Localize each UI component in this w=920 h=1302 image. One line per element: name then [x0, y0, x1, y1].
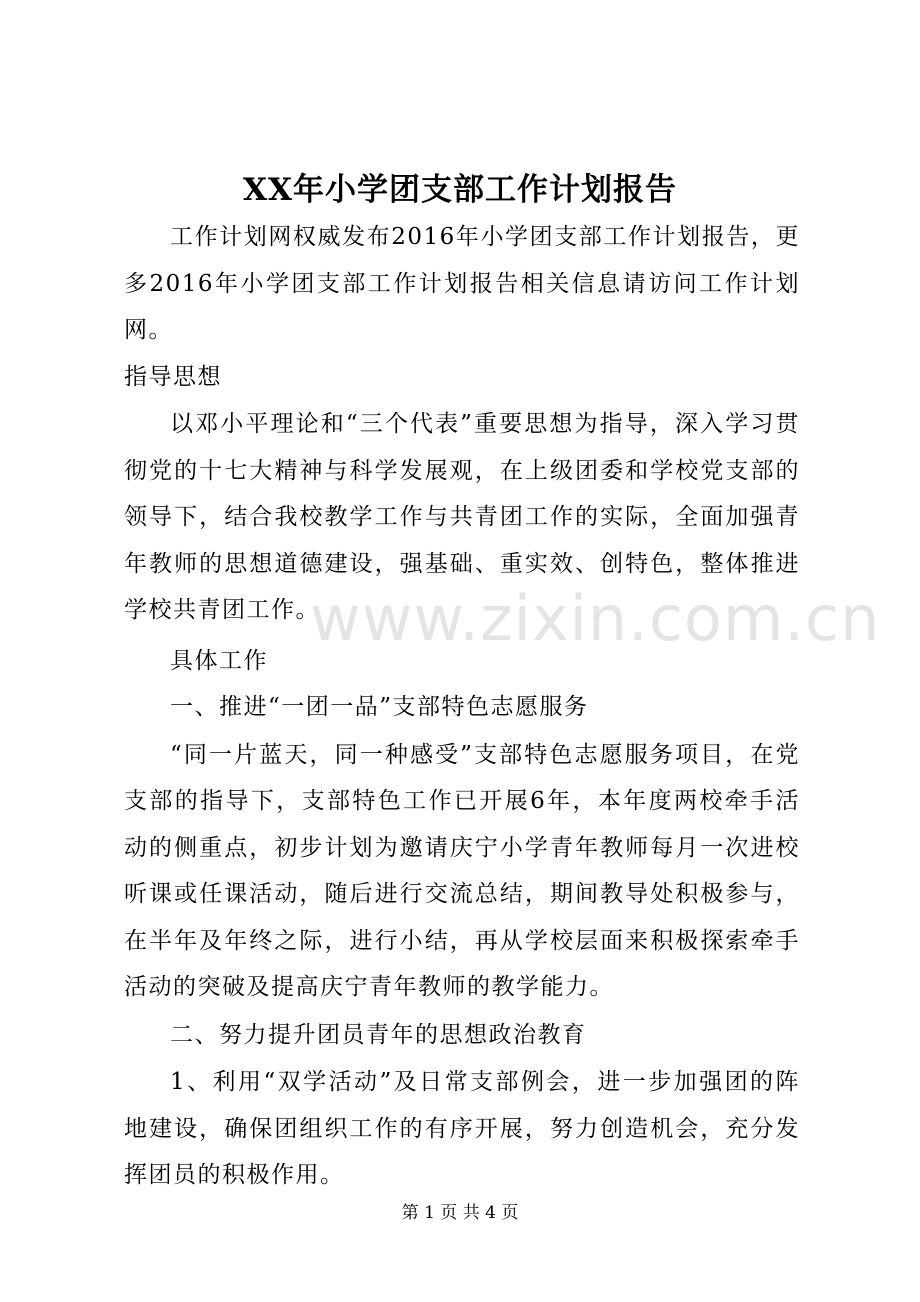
section-heading-specific-work: 具体工作 — [170, 647, 268, 674]
document-title: XX年小学团支部工作计划报告 — [242, 172, 678, 208]
paragraph-intro: 工作计划网权威发布2016年小学团支部工作计划报告，更多2016年小学团支部工作计划报告相关信息请访问工作计划网。 — [124, 224, 800, 343]
document-body — [124, 214, 800, 1199]
paragraph-volunteer-service: “同一片蓝天，同一种感受”支部特色志愿服务项目，在党支部的指导下，支部特色工作已开展6年，本年度两校牵手活动的侧重点，初步计划为邀请庆宁小学青年教师每月一次进校听课或任课活动，随后进行交流总结，期间教导处积极参与，在半年及年终之际，进行小结，再从学校层面来积极探索牵手活动的突破及提高庆宁青年教师的教学能力。 — [124, 741, 800, 1000]
section-heading-two: 二、努力提升团员青年的思想政治教育 — [170, 1021, 587, 1048]
section-heading-guiding-thought: 指导思想 — [124, 363, 222, 390]
paragraph-item-one: 1、利用“双学活动”及日常支部例会，进一步加强团的阵地建设，确保团组织工作的有序开展，努力创造机会，充分发挥团员的积极作用。 — [124, 1069, 800, 1188]
paragraph-guiding-thought: 以邓小平理论和“三个代表”重要思想为指导，深入学习贯彻党的十七大精神与科学发展观，在上级团委和学校党支部的领导下，结合我校教学工作与共青团工作的实际，全面加强青年教师的思想道德建设，强基础、重实效、创特色，整体推进学校共青团工作。 — [124, 411, 800, 623]
watermark: www.zixin.com.cn — [310, 582, 881, 655]
section-heading-one: 一、推进“一团一品”支部特色志愿服务 — [170, 694, 589, 720]
page-footer: 第 1 页 共 4 页 — [401, 1203, 519, 1223]
